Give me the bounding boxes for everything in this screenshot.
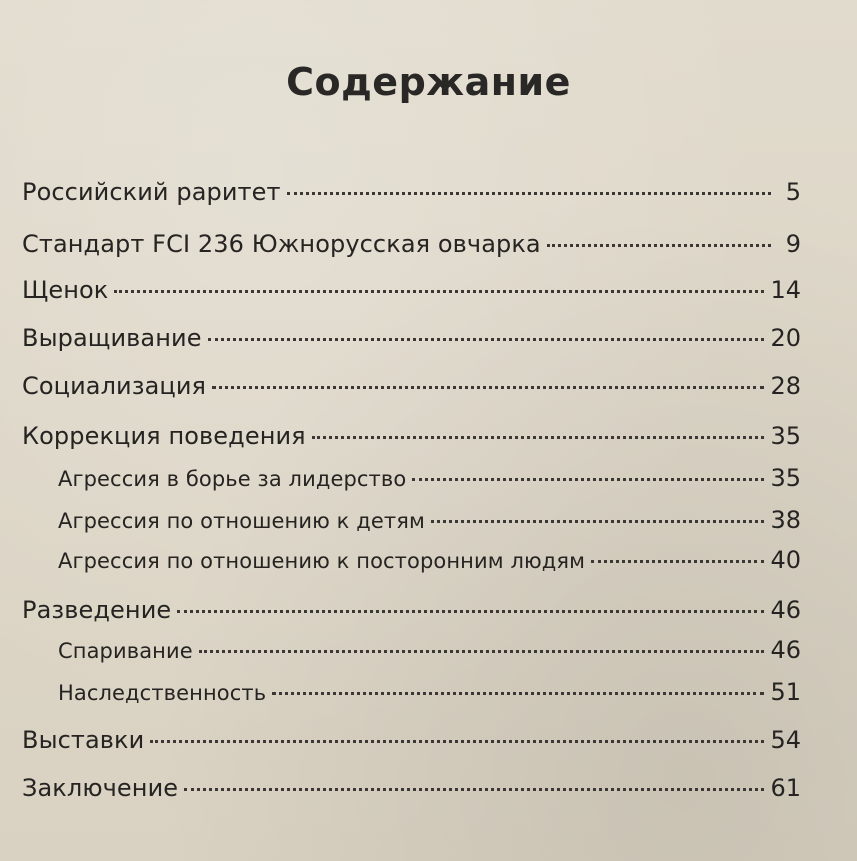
toc-entry bbox=[22, 270, 801, 310]
toc-entry-label: Агрессия по отношению к детям bbox=[58, 509, 425, 533]
dot-leader bbox=[591, 560, 764, 563]
toc-entry-page: 61 bbox=[770, 774, 801, 802]
dot-leader bbox=[114, 290, 764, 293]
toc-entry-page: 9 bbox=[785, 230, 801, 258]
toc-entry bbox=[22, 318, 801, 358]
dot-leader bbox=[208, 338, 765, 341]
toc-entry-label: Стандарт FCI 236 Южнорусская овчарка bbox=[22, 230, 541, 258]
toc-subentry bbox=[58, 540, 801, 580]
toc-entry-page: 46 bbox=[770, 596, 801, 624]
toc-entry-label: Коррекция поведения bbox=[22, 422, 306, 450]
dot-leader bbox=[547, 244, 771, 247]
toc-entry bbox=[22, 768, 801, 808]
toc-entry-label: Наследственность bbox=[58, 681, 267, 705]
toc-entry bbox=[22, 416, 801, 456]
page-title: Содержание bbox=[286, 60, 571, 104]
dot-leader bbox=[177, 610, 764, 613]
toc-entry-label: Спаривание bbox=[58, 639, 193, 663]
dot-leader bbox=[212, 386, 764, 389]
toc-entry-page: 54 bbox=[770, 726, 801, 754]
dot-leader bbox=[150, 740, 764, 743]
toc-entry-page: 5 bbox=[785, 178, 801, 206]
toc-entry-label: Щенок bbox=[22, 276, 109, 304]
toc-entry-label: Заключение bbox=[22, 774, 179, 802]
toc-entry-page: 40 bbox=[770, 546, 801, 574]
dot-leader bbox=[431, 520, 765, 523]
toc-entry bbox=[22, 172, 801, 212]
toc-entry bbox=[22, 224, 801, 264]
dot-leader bbox=[312, 436, 765, 439]
toc-entry-page: 28 bbox=[770, 372, 801, 400]
toc-subentry bbox=[58, 500, 801, 540]
dot-leader bbox=[412, 478, 764, 481]
dot-leader bbox=[272, 692, 764, 695]
toc-entry-label: Выращивание bbox=[22, 324, 202, 352]
toc-entry bbox=[22, 720, 801, 760]
toc-entry-page: 38 bbox=[770, 506, 801, 534]
toc-entry-page: 51 bbox=[770, 678, 801, 706]
toc-subentry bbox=[58, 672, 801, 712]
toc-entry-page: 20 bbox=[770, 324, 801, 352]
toc-subentry bbox=[58, 458, 801, 498]
toc-entry bbox=[22, 366, 801, 406]
toc-subentry bbox=[58, 630, 801, 670]
toc-entry bbox=[22, 590, 801, 630]
toc-entry-page: 35 bbox=[770, 422, 801, 450]
toc-entry-label: Агрессия по отношению к посторонним людям bbox=[58, 549, 586, 573]
toc-entry-label: Агрессия в борье за лидерство bbox=[58, 467, 407, 491]
toc-entry-page: 35 bbox=[770, 464, 801, 492]
dot-leader bbox=[184, 788, 764, 791]
toc-entry-page: 46 bbox=[770, 636, 801, 664]
toc-entry-label: Выставки bbox=[22, 726, 145, 754]
toc-entry-label: Российский раритет bbox=[22, 178, 281, 206]
toc-entry-page: 14 bbox=[770, 276, 801, 304]
dot-leader bbox=[287, 192, 771, 195]
toc-entry-label: Социализация bbox=[22, 372, 207, 400]
toc-entry-label: Разведение bbox=[22, 596, 172, 624]
dot-leader bbox=[199, 650, 765, 653]
